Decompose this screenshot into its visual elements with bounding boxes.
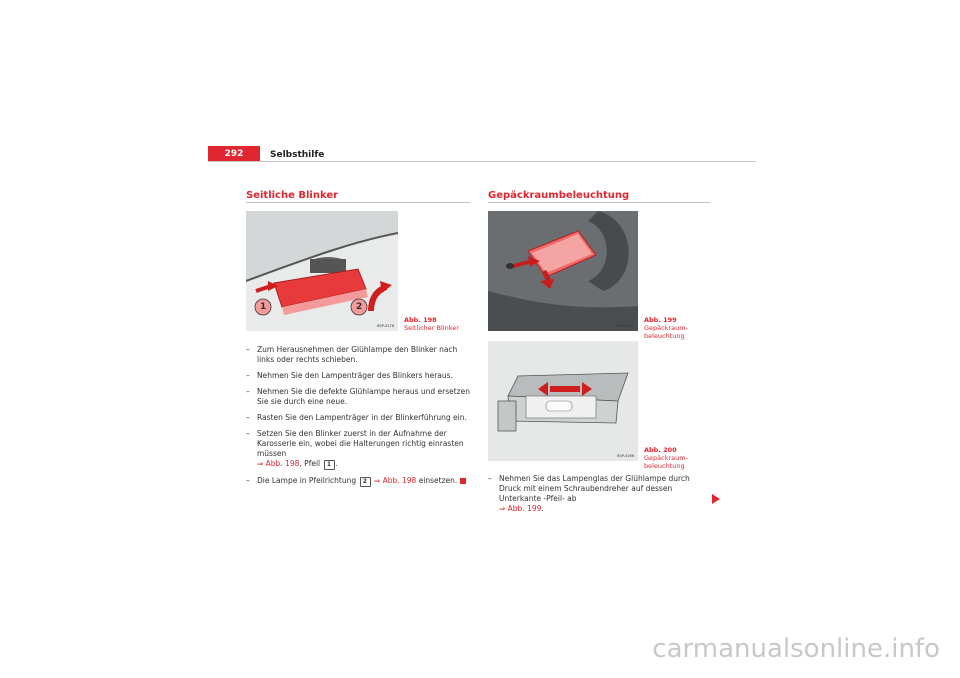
callout-1: 1 [260, 302, 267, 312]
caption-abb-200 [644, 446, 710, 470]
figure-code: B5P-0166 [617, 454, 634, 458]
side-indicator-illustration [246, 211, 398, 331]
section-divider-left [246, 202, 470, 203]
callout-2: 2 [356, 302, 363, 312]
callout-badge-1: 1 [324, 460, 335, 470]
watermark: carmanualsonline.info [652, 634, 940, 664]
list-item: – Zum Herausnehmen der Glühlampe den Blinker nach links oder rechts schieben. [246, 345, 458, 364]
caption-text: Seitlicher Blinker [404, 324, 459, 332]
list-item: – Die Lampe in Pfeilrichtung 2 ⇒ Abb. 198 einsetzen. [246, 476, 472, 487]
list-item: – Setzen Sie den Blinker zuerst in der Aufnahme der Karosserie ein, wobei die Halterungen richtig einrasten müssen ⇒ Abb. 198, Pfeil 1 . [246, 429, 464, 468]
figure-code: B5P-0176 [377, 324, 394, 328]
section-divider-right [488, 202, 710, 203]
list-item: – Nehmen Sie die defekte Glühlampe heraus und ersetzen Sie sie durch eine neue. [246, 387, 470, 406]
callout-badge-2: 2 [360, 477, 371, 487]
list-item: – Rasten Sie den Lampenträger in der Blinkerführung ein. [246, 413, 467, 422]
caption-text: Gepäckraum-beleuchtung [644, 454, 688, 470]
figure-abb-198 [246, 211, 398, 331]
section-title-seitliche-blinker: Seitliche Blinker [246, 190, 339, 201]
header-divider [208, 161, 756, 162]
caption-label: Abb. 198 [404, 316, 437, 324]
figure-abb-200 [488, 341, 638, 461]
figure-reference-link[interactable]: ⇒ Abb. 198 [373, 476, 417, 485]
steps-list-left [246, 345, 472, 493]
chapter-title: Selbsthilfe [270, 150, 325, 160]
section-end-mark [460, 478, 466, 484]
steps-list-right [488, 474, 710, 520]
section-title-gepaeckraumbeleuchtung: Gepäckraumbeleuchtung [488, 190, 630, 201]
list-item: – Nehmen Sie das Lampenglas der Glühlampe durch Druck mit einem Schraubendreher auf dessen Unterkante -Pfeil- ab ⇒ Abb. 199. [488, 474, 690, 513]
trunk-light-illustration-1 [488, 211, 638, 331]
caption-abb-198 [404, 316, 468, 332]
page-number: 292 [208, 146, 260, 162]
figure-abb-199 [488, 211, 638, 331]
caption-label: Abb. 199 [644, 316, 677, 324]
caption-abb-199 [644, 316, 710, 340]
figure-reference-link[interactable]: ⇒ Abb. 199 [499, 504, 542, 513]
figure-code: B5P-0167 [617, 324, 634, 328]
figure-reference-link[interactable]: ⇒ Abb. 198 [257, 459, 300, 468]
caption-label: Abb. 200 [644, 446, 677, 454]
continue-arrow-icon [712, 494, 720, 504]
trunk-light-illustration-2 [488, 341, 638, 461]
caption-text: Gepäckraum-beleuchtung [644, 324, 688, 340]
list-item: – Nehmen Sie den Lampenträger des Blinkers heraus. [246, 371, 453, 380]
